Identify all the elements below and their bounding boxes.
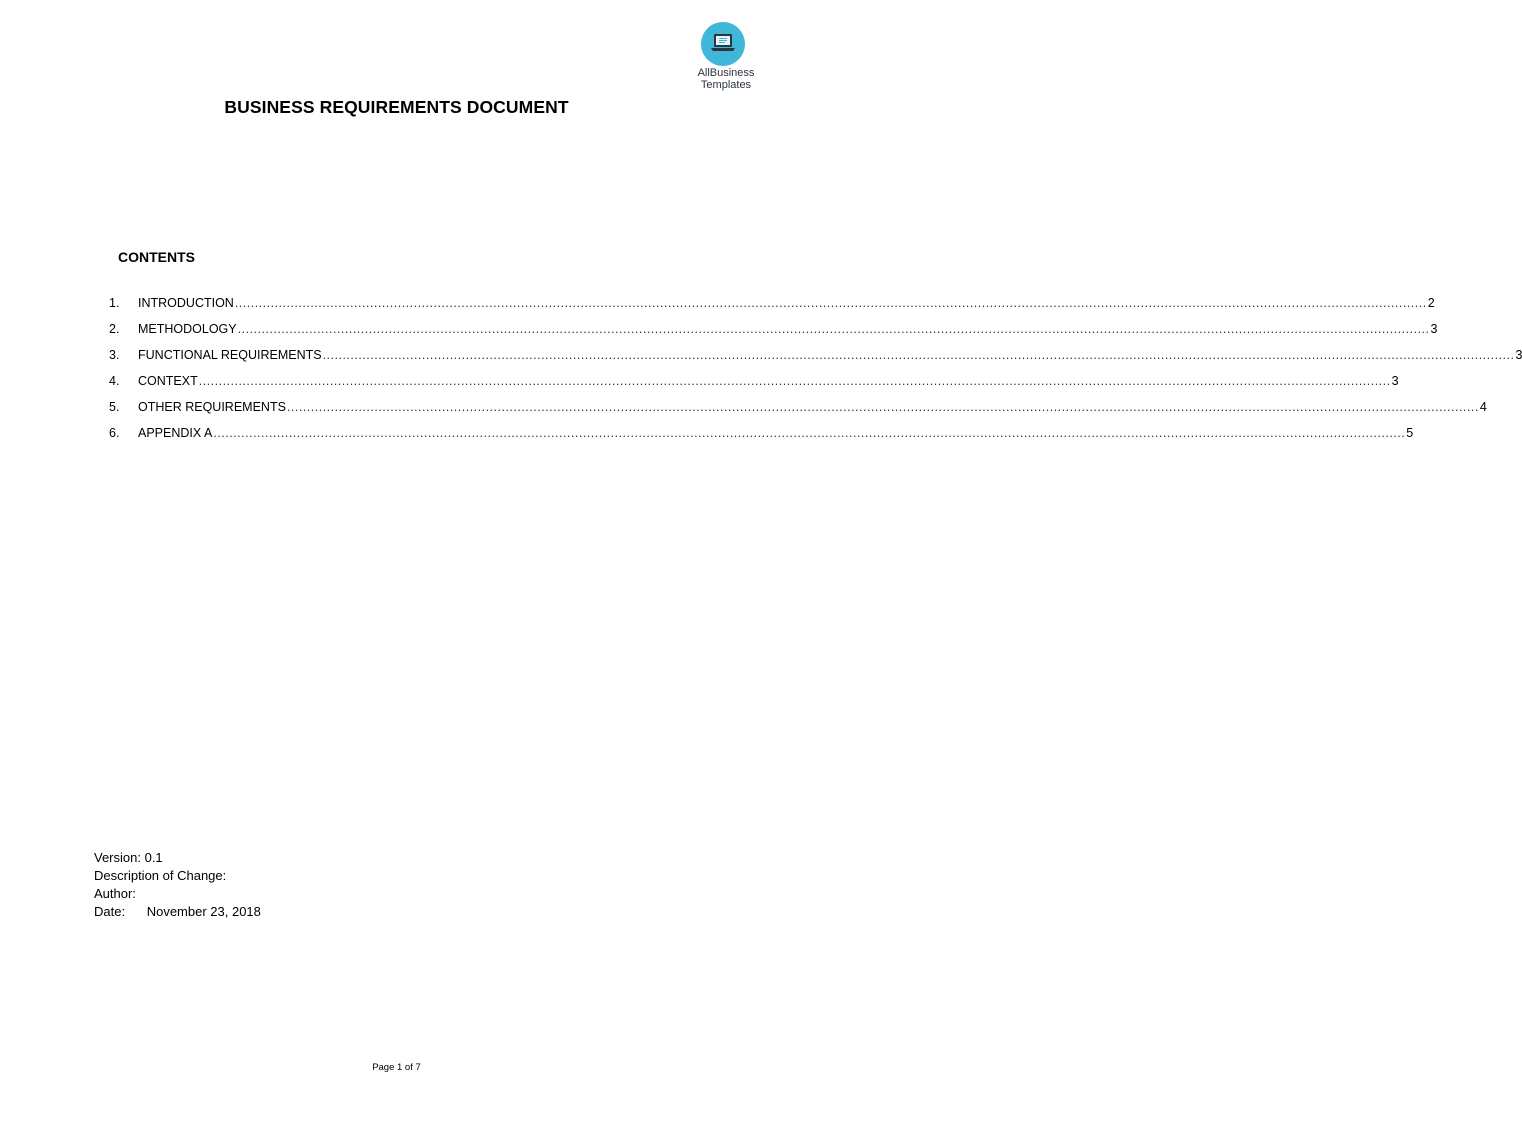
date-value: November 23, 2018	[146, 904, 261, 919]
toc-leader-dots: ............................................................................................................................................................................................................................................................................................................	[322, 348, 1515, 362]
toc-number: 4.	[109, 374, 120, 388]
toc-page-number: 5	[1406, 426, 1414, 440]
toc-entry-context[interactable]	[0, 374, 1399, 400]
toc-number: 2.	[109, 322, 120, 336]
laptop-icon	[701, 22, 745, 66]
toc-number: 5.	[109, 400, 120, 414]
page-footer: Page 1 of 7	[372, 1062, 421, 1073]
toc-label[interactable]: OTHER REQUIREMENTS	[138, 400, 286, 414]
toc-number: 1.	[109, 296, 120, 310]
toc-entry-introduction[interactable]	[0, 296, 1435, 322]
toc-leader-dots: ............................................................................................................................................................................................................................................................................................................	[286, 400, 1479, 414]
document-title: BUSINESS REQUIREMENTS DOCUMENT	[224, 97, 569, 117]
logo-line-1: AllBusiness	[697, 67, 755, 79]
toc-label[interactable]: CONTEXT	[138, 374, 198, 388]
version-line: Version: 0.1	[94, 850, 163, 865]
toc-number: 6.	[109, 426, 120, 440]
description-of-change-line: Description of Change:	[94, 868, 227, 883]
toc-label[interactable]: APPENDIX A	[138, 426, 213, 440]
table-of-contents	[0, 296, 1522, 452]
toc-leader-dots: ............................................................................................................................................................................................................................................................................................................	[234, 296, 1427, 310]
toc-page-number: 3	[1430, 322, 1438, 336]
logo-circle	[701, 22, 745, 66]
toc-page-number: 2	[1427, 296, 1435, 310]
logo-text	[690, 67, 762, 91]
toc-page-number: 3	[1391, 374, 1399, 388]
toc-entry-methodology[interactable]	[0, 322, 1438, 348]
toc-number: 3.	[109, 348, 120, 362]
allbusiness-templates-logo	[690, 22, 762, 94]
toc-label[interactable]: FUNCTIONAL REQUIREMENTS	[138, 348, 322, 362]
toc-label[interactable]: INTRODUCTION	[138, 296, 234, 310]
toc-label[interactable]: METHODOLOGY	[138, 322, 237, 336]
toc-page-number: 3	[1515, 348, 1522, 362]
date-line	[94, 903, 261, 921]
toc-page-number: 4	[1479, 400, 1487, 414]
author-line: Author:	[94, 886, 136, 901]
toc-leader-dots: ............................................................................................................................................................................................................................................................................................................	[198, 374, 1391, 388]
toc-entry-functional-requirements[interactable]	[0, 348, 1522, 374]
document-metadata	[94, 849, 261, 921]
toc-entry-other-requirements[interactable]	[0, 400, 1487, 426]
date-label: Date:	[94, 904, 126, 919]
contents-heading: CONTENTS	[118, 249, 195, 265]
toc-entry-appendix-a[interactable]	[0, 426, 1414, 452]
toc-leader-dots: ............................................................................................................................................................................................................................................................................................................	[213, 426, 1406, 440]
logo-line-2: Templates	[700, 79, 752, 91]
toc-leader-dots: ............................................................................................................................................................................................................................................................................................................	[237, 322, 1430, 336]
